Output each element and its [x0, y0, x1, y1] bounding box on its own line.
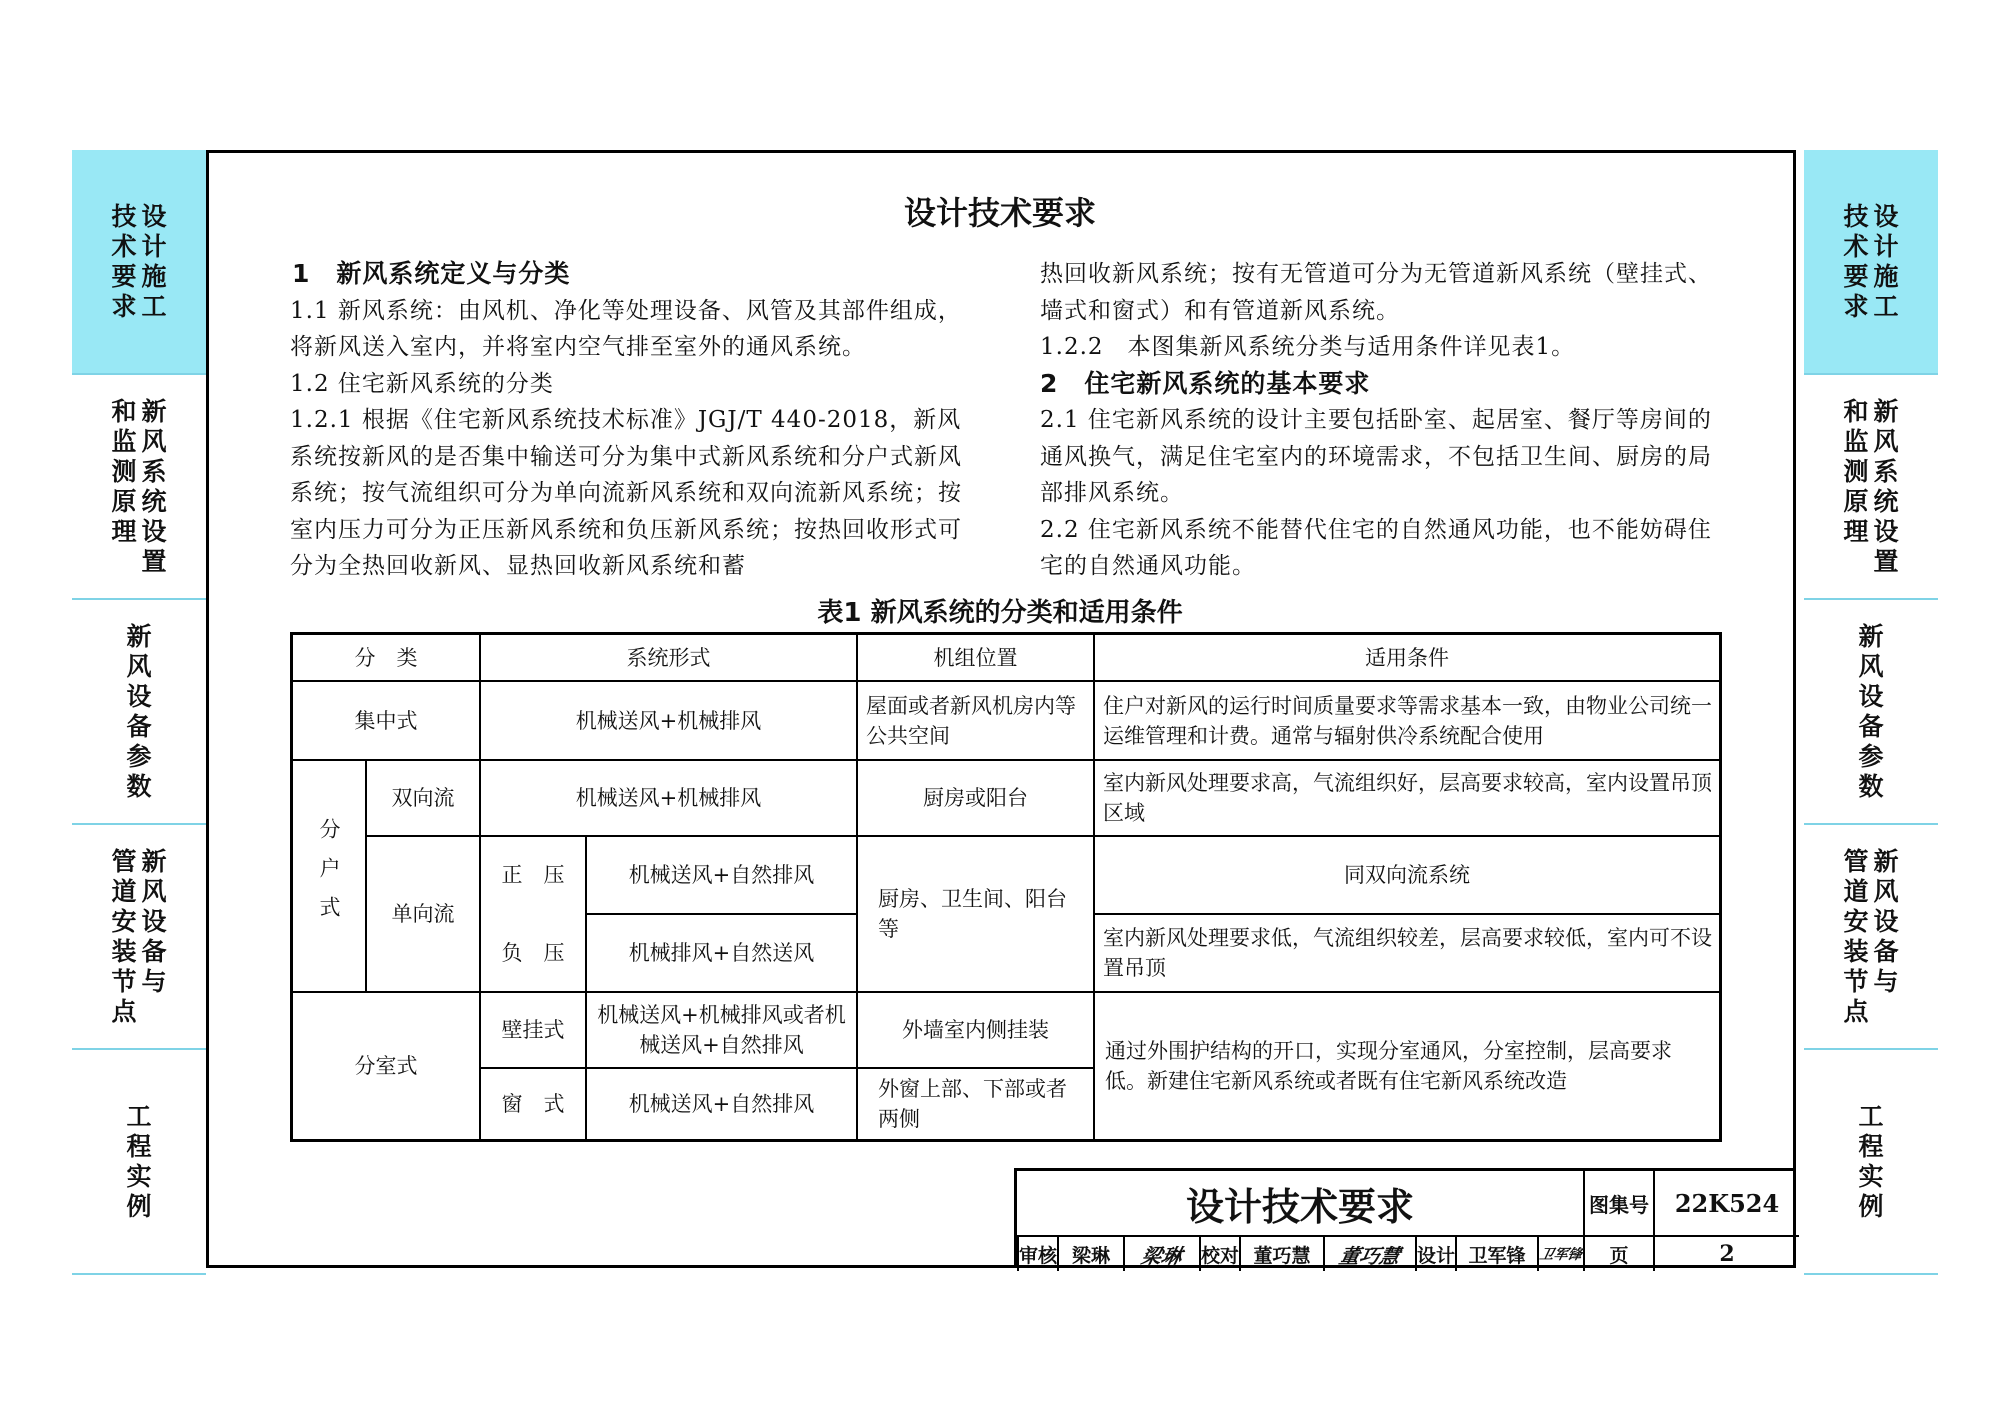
paragraph-2-1: 2.1 住宅新风系统的设计主要包括卧室、起居室、餐厅等房间的通风换气，满足住宅室内的环境需求，不包括卫生间、厨房的局部排风系统。 [1040, 407, 1712, 506]
cell-bidirectional-location: 厨房或阳台 [923, 786, 1028, 810]
cell-unidirectional: 单向流 [391, 902, 455, 926]
left-tab-2-label: 和监测原理 [111, 396, 137, 546]
right-tab-5-label: 工程实例 [1858, 1101, 1884, 1221]
page-number: 2 [1719, 1241, 1735, 1267]
left-tab-5[interactable] [72, 1050, 206, 1275]
cell-centralized-location: 屋面或者新风机房内等公共空间 [866, 693, 1076, 748]
left-text-column [290, 256, 970, 585]
left-tab-4-label: 管道安装节点 [111, 846, 137, 1026]
classification-table [290, 632, 1722, 1142]
cell-window-form: 机械送风+自然排风 [628, 1092, 815, 1116]
cell-positive-form: 机械送风+自然排风 [628, 863, 815, 887]
title-block [1014, 1168, 1796, 1268]
left-tab-3-label: 新风设备参数 [126, 621, 152, 801]
cell-window-type: 窗 式 [501, 1092, 565, 1116]
left-tab-1-label: 技术要求 [111, 201, 137, 321]
paragraph-2-2: 2.2 住宅新风系统不能替代住宅的自然通风功能，也不能妨碍住宅的自然通风功能。 [1040, 516, 1712, 579]
paragraph-1-2-1: 1.2.1 根据《住宅新风系统技术标准》JGJ/T 440-2018，新风系统按新风的是否集中输送可分为集中式新风系统和分户式新风系统；按气流组织可分为单向流新风系统和双向流新风系统；按室内压力可分为正压新风系统和负压新风系统；按热回收形式可分为全热回收新风、显热回收新风系统和蓄 [290, 407, 962, 579]
section-1-heading: 1 新风系统定义与分类 [292, 259, 571, 288]
right-text-column [1040, 256, 1720, 585]
right-tab-1-label: 技术要求 [1843, 201, 1869, 321]
check-label: 校对 [1201, 1244, 1240, 1267]
cell-centralized-form: 机械送风+机械排风 [575, 708, 762, 733]
review-name: 梁琳 [1071, 1244, 1110, 1267]
left-tab-1-label: 设计施工 [141, 201, 167, 321]
cell-negative-pressure: 负 压 [501, 941, 565, 965]
header-system-form: 系统形式 [626, 645, 711, 670]
cell-negative-form: 机械排风+自然送风 [628, 941, 815, 965]
right-tab-4-label: 新风设备与 [1873, 846, 1899, 996]
section-2-heading: 2 住宅新风系统的基本要求 [1040, 368, 1371, 398]
page-label: 页 [1609, 1244, 1629, 1267]
right-tab-2-label: 和监测原理 [1843, 396, 1869, 546]
header-category: 分 类 [354, 645, 418, 670]
cell-unidirectional-location: 厨房、卫生间、阳台等 [878, 887, 1067, 941]
right-tab-1[interactable] [1804, 150, 1938, 375]
cell-positive-pressure: 正 压 [501, 863, 565, 887]
cell-centralized: 集中式 [354, 708, 418, 733]
title-block-title: 设计技术要求 [1185, 1184, 1414, 1229]
left-tab-5-label: 工程实例 [126, 1101, 152, 1221]
design-label: 设计 [1417, 1244, 1456, 1267]
left-tab-2[interactable] [72, 375, 206, 600]
check-signature: 董巧慧 [1337, 1243, 1403, 1268]
paragraph-1-2-2: 1.2.2 本图集新风系统分类与适用条件详见表1。 [1040, 334, 1576, 360]
right-tab-2-label: 新风系统设置 [1873, 396, 1899, 576]
right-tab-1-label: 设计施工 [1873, 201, 1899, 321]
paragraph-1-1: 1.1 新风系统：由风机、净化等处理设备、风管及其部件组成，将新风送入室内，并将室内空气排至室外的通风系统。 [290, 297, 962, 360]
left-tab-3[interactable] [72, 600, 206, 825]
design-signature: 卫军锋 [1538, 1247, 1584, 1263]
cell-window-location: 外窗上部、下部或者两侧 [878, 1077, 1067, 1131]
paragraph-1-2: 1.2 住宅新风系统的分类 [290, 370, 554, 397]
cell-household-label: 分户式 [317, 817, 341, 935]
left-tab-2-label: 新风系统设置 [141, 396, 167, 576]
cell-room-based: 分室式 [354, 1054, 418, 1078]
check-name: 董巧慧 [1253, 1244, 1311, 1267]
cell-positive-conditions: 同双向流系统 [1344, 863, 1470, 887]
table-caption: 表1 新风系统的分类和适用条件 [817, 598, 1183, 628]
cell-wall-mounted: 壁挂式 [501, 1018, 565, 1042]
header-unit-location: 机组位置 [933, 645, 1018, 670]
cell-wall-mounted-location: 外墙室内侧挂装 [902, 1018, 1049, 1042]
design-name: 卫军锋 [1468, 1244, 1526, 1267]
left-tab-4-label: 新风设备与 [141, 846, 167, 996]
atlas-label: 图集号 [1589, 1192, 1649, 1217]
atlas-number: 22K524 [1674, 1188, 1780, 1218]
header-conditions: 适用条件 [1365, 645, 1449, 670]
review-label: 审核 [1019, 1244, 1058, 1267]
paragraph-1-2-1-cont: 热回收新风系统；按有无管道可分为无管道新风系统（壁挂式、墙式和窗式）和有管道新风系统。 [1040, 261, 1712, 324]
right-tab-3[interactable] [1804, 600, 1938, 825]
right-tab-5[interactable] [1804, 1050, 1938, 1275]
cell-bidirectional-form: 机械送风+机械排风 [575, 786, 762, 810]
cell-room-based-conditions: 通过外围护结构的开口，实现分室通风，分室控制，层高要求低。新建住宅新风系统或者既有住宅新风系统改造 [1105, 1039, 1672, 1093]
cell-bidirectional: 双向流 [391, 786, 455, 810]
cell-wall-mounted-form: 机械送风+机械排风或者机械送风+自然排风 [597, 1003, 846, 1057]
right-tab-4[interactable] [1804, 825, 1938, 1050]
cell-negative-conditions: 室内新风处理要求低，气流组织较差，层高要求较低，室内可不设置吊顶 [1103, 926, 1712, 980]
review-signature: 梁琳 [1139, 1243, 1185, 1268]
page-title: 设计技术要求 [903, 194, 1096, 232]
right-tab-3-label: 新风设备参数 [1858, 621, 1884, 801]
left-tab-1[interactable] [72, 150, 206, 375]
right-tab-2[interactable] [1804, 375, 1938, 600]
cell-bidirectional-conditions: 室内新风处理要求高，气流组织好，层高要求较高，室内设置吊顶区域 [1103, 771, 1712, 825]
cell-household [293, 761, 365, 991]
cell-centralized-conditions: 住户对新风的运行时间质量要求等需求基本一致，由物业公司统一运维管理和计费。通常与辐射供冷系统配合使用 [1103, 693, 1712, 748]
left-tab-4[interactable] [72, 825, 206, 1050]
right-tab-4-label: 管道安装节点 [1843, 846, 1869, 1026]
